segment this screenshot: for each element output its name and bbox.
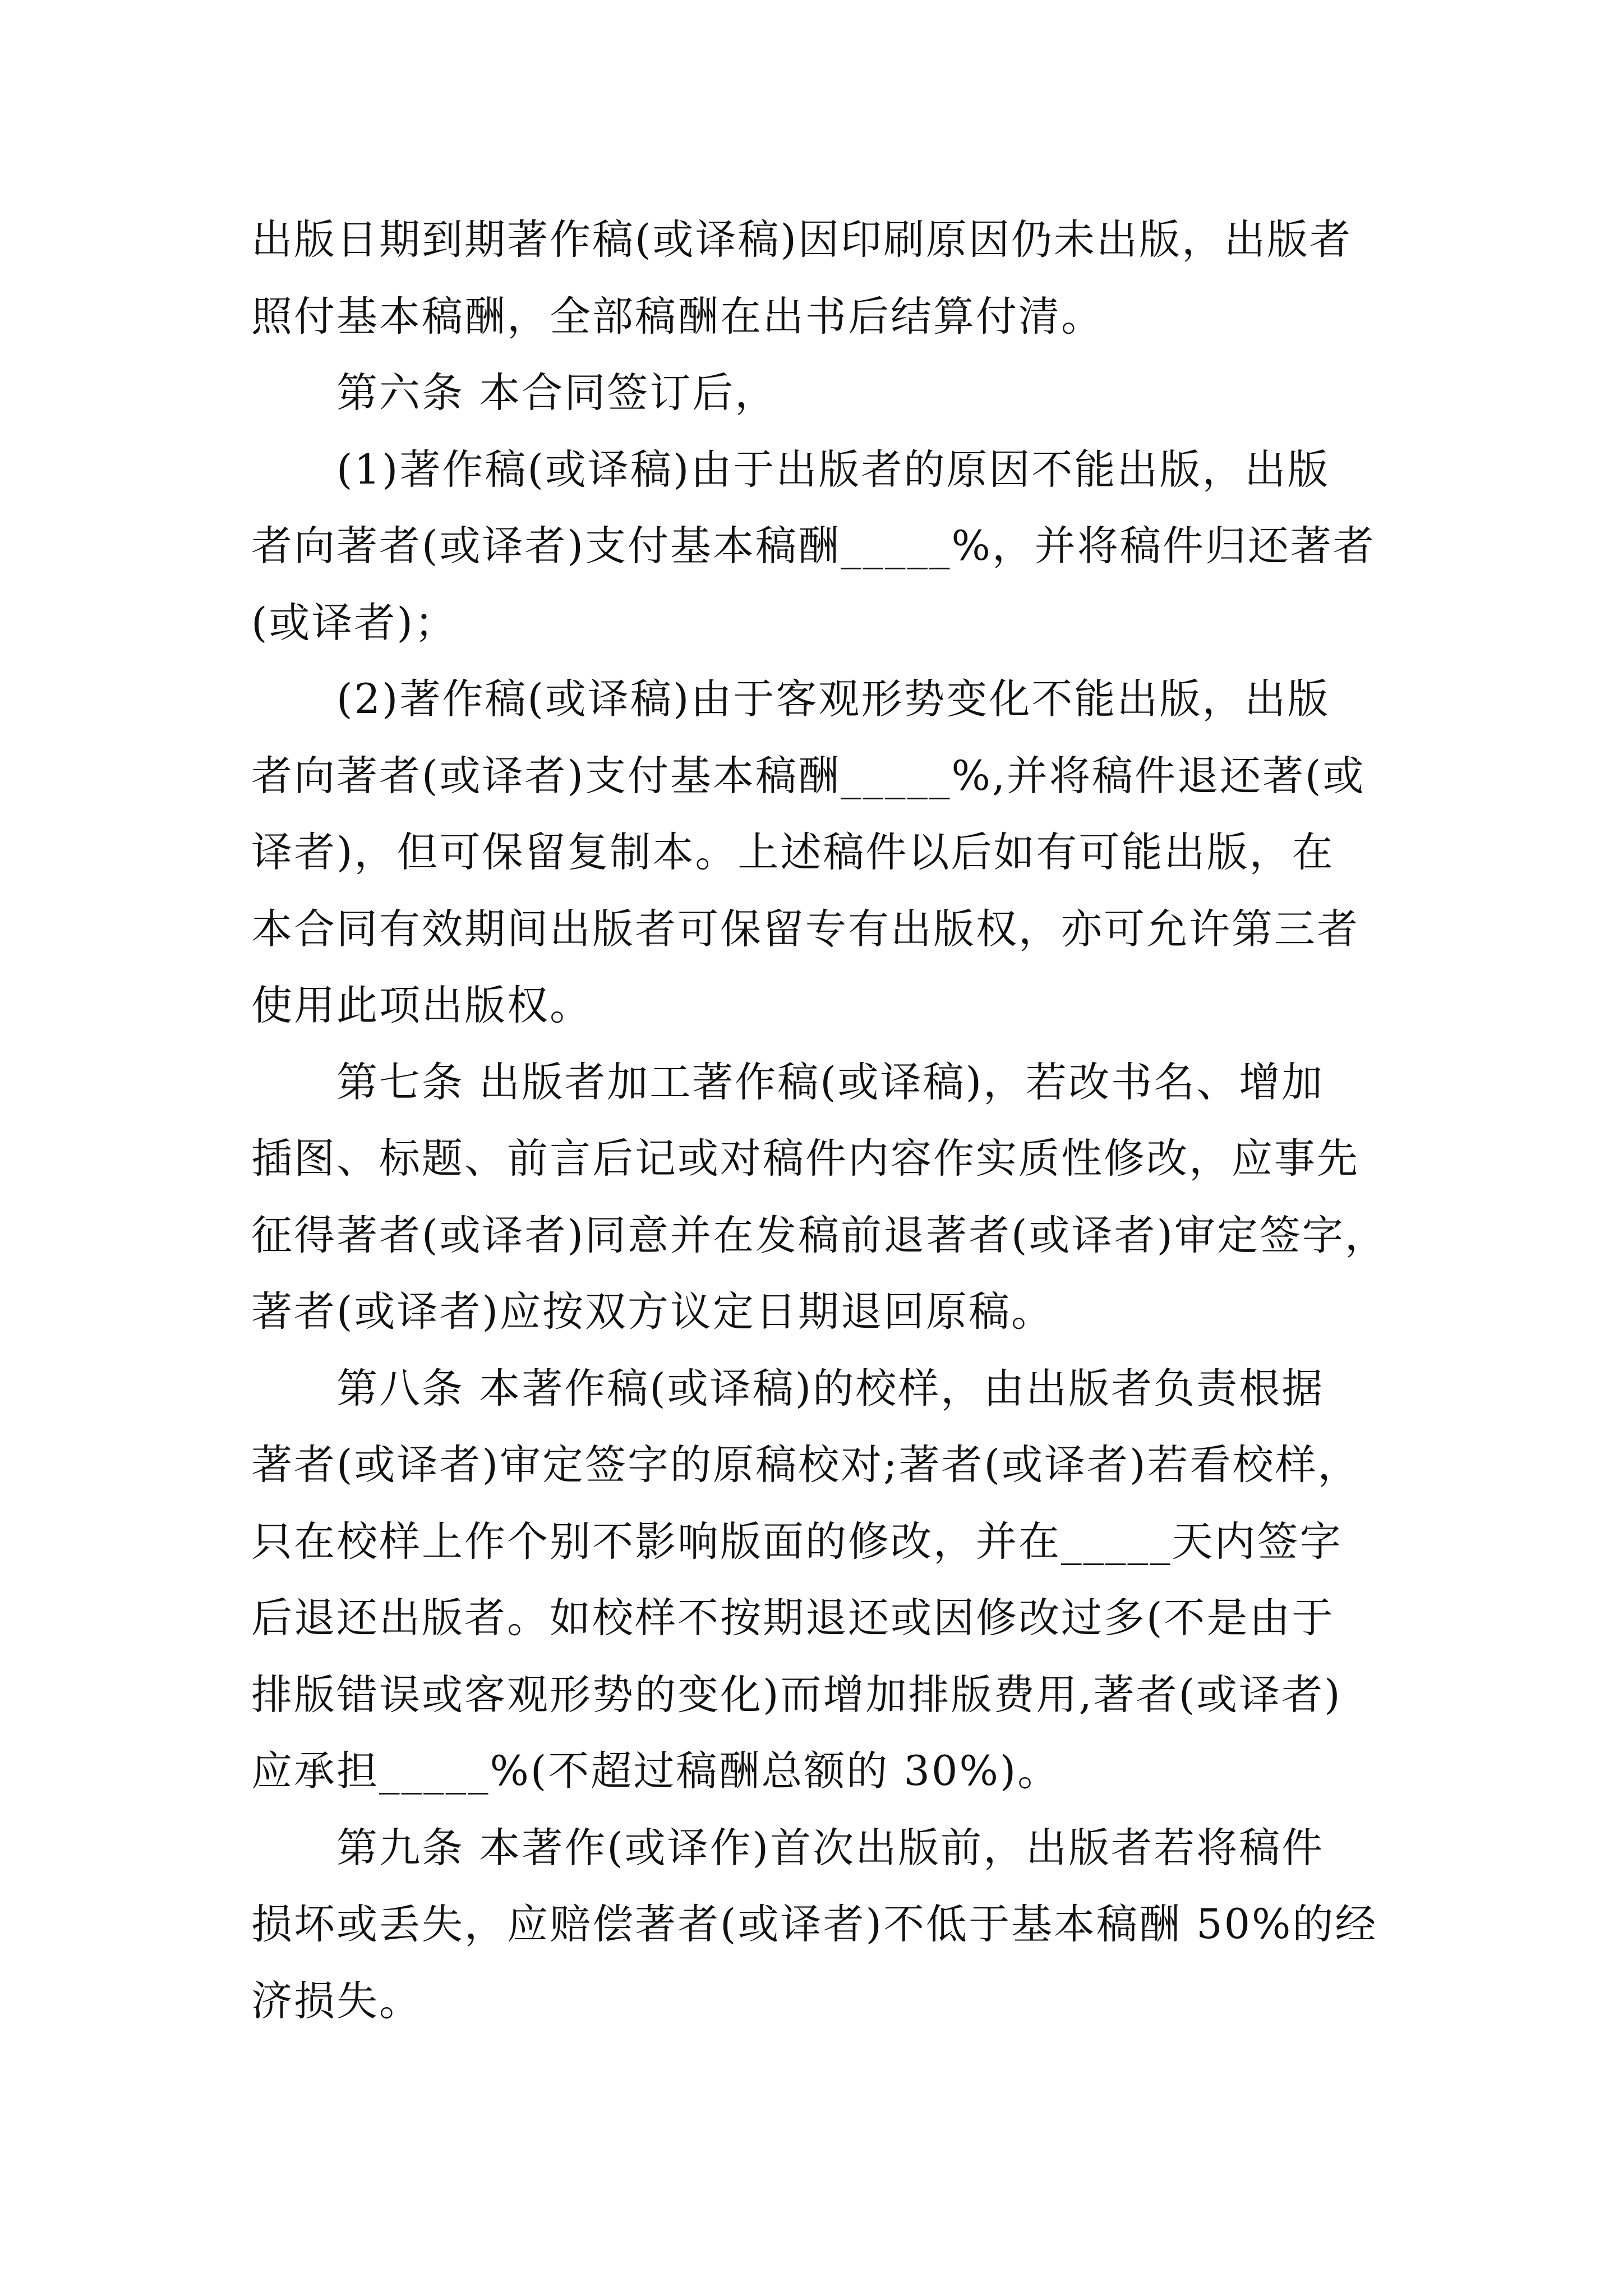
text-line: 征得著者(或译者)同意并在发稿前退著者(或译者)审定签字， [251, 1211, 1387, 1259]
text-line: 只在校样上作个别不影响版面的修改，并在_____天内签字 [251, 1517, 1343, 1566]
text-line: 后退还出版者。如校样不按期退还或因修改过多(不是由于 [251, 1594, 1335, 1642]
text-line: 者向著者(或译者)支付基本稿酬_____%，并将稿件归还著者 [251, 522, 1376, 570]
document-page [251, 202, 1387, 2040]
text-line: 出版日期到期著作稿(或译稿)因印刷原因仍未出版，出版者 [251, 216, 1352, 264]
article-7-paragraph: 第七条 出版者加工著作稿(或译稿)，若改书名、增加 [336, 1058, 1325, 1106]
text-line: 济损失。 [251, 1977, 422, 2025]
text-line: 译者)，但可保留复制本。上述稿件以后如有可能出版，在 [251, 829, 1335, 876]
text-line: (1)著作稿(或译稿)由于出版者的原因不能出版，出版 [336, 445, 1330, 494]
text-line: (或译者)； [251, 599, 457, 647]
text-line: 使用此项出版权。 [251, 982, 592, 1029]
text-line: 应承担_____%(不超过稿酬总额的 30%)。 [251, 1747, 1061, 1795]
article-6-heading: 第六条 本合同签订后， [336, 369, 778, 417]
text-line: 损坏或丢失，应赔偿著者(或译者)不低于基本稿酬 50%的经 [251, 1901, 1378, 1948]
text-line: 排版错误或客观形势的变化)而增加排版费用,著者(或译者) [251, 1671, 1342, 1719]
text-line: 照付基本稿酬，全部稿酬在出书后结算付清。 [251, 292, 1104, 341]
text-line: (2)著作稿(或译稿)由于客观形势变化不能出版，出版 [336, 675, 1330, 723]
text-line: 著者(或译者)应按双方议定日期退回原稿。 [251, 1288, 1054, 1336]
article-9-paragraph: 第九条 本著作(或译作)首次出版前，出版者若将稿件 [336, 1824, 1325, 1872]
text-line: 插图、标题、前言后记或对稿件内容作实质性修改，应事先 [251, 1135, 1359, 1182]
article-8-paragraph: 第八条 本著作稿(或译稿)的校样，由出版者负责根据 [336, 1364, 1325, 1412]
text-line: 本合同有效期间出版者可保留专有出版权，亦可允许第三者 [251, 905, 1359, 953]
text-line: 著者(或译者)审定签字的原稿校对;著者(或译者)若看校样， [251, 1441, 1361, 1489]
text-line: 者向著者(或译者)支付基本稿酬_____%,并将稿件退还著(或 [251, 752, 1366, 800]
